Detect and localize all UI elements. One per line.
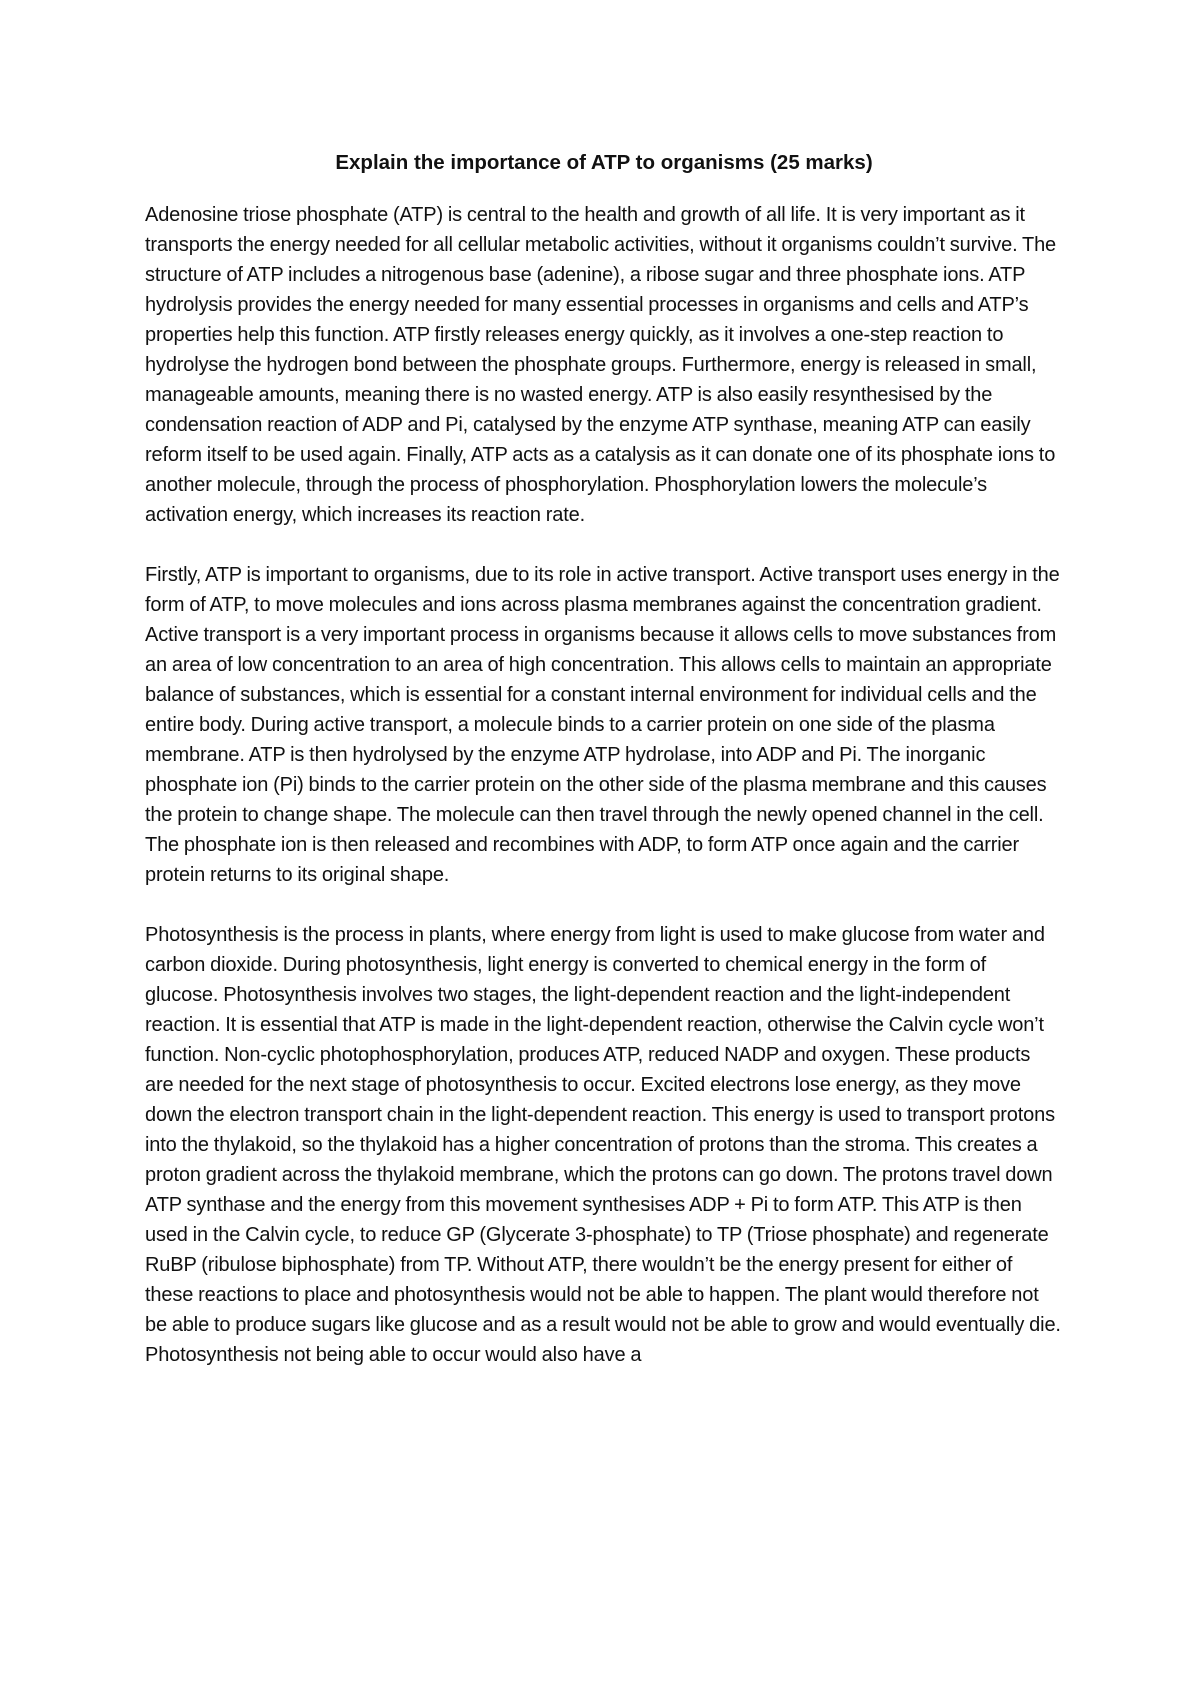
document-title: Explain the importance of ATP to organisms (25 marks) — [335, 151, 873, 174]
paragraph-active-transport: Firstly, ATP is important to organisms, due to its role in active transport. Active transport uses energy in the form of ATP, to move molecules and ions across plasma membranes against the concentration gradient. Active transport is a very important process in organisms because it allows cells to move substances from an area of low concentration to an area of high concentration. This allows cells to maintain an appropriate balance of substances, which is essential for a constant internal environment for individual cells and the entire body. During active transport, a molecule binds to a carrier protein on one side of the plasma membrane. ATP is then hydrolysed by the enzyme ATP hydrolase, into ADP and Pi. The inorganic phosphate ion (Pi) binds to the carrier protein on the other side of the plasma membrane and this causes the protein to change shape. The molecule can then travel through the newly opened channel in the cell. The phosphate ion is then released and recombines with ADP, to form ATP once again and the carrier protein returns to its original shape. — [145, 564, 1060, 886]
paragraph-introduction: Adenosine triose phosphate (ATP) is central to the health and growth of all life. It is very important as it transports the energy needed for all cellular metabolic activities, without it organisms couldn’t survive. The structure of ATP includes a nitrogenous base (adenine), a ribose sugar and three phosphate ions. ATP hydrolysis provides the energy needed for many essential processes in organisms and cells and ATP’s properties help this function. ATP firstly releases energy quickly, as it involves a one-step reaction to hydrolyse the hydrogen bond between the phosphate groups. Furthermore, energy is released in small, manageable amounts, meaning there is no wasted energy. ATP is also easily resynthesised by the condensation reaction of ADP and Pi, catalysed by the enzyme ATP synthase, meaning ATP can easily reform itself to be used again. Finally, ATP acts as a catalysis as it can donate one of its phosphate ions to another molecule, through the process of phosphorylation. Phosphorylation lowers the molecule’s activation energy, which increases its reaction rate. — [145, 204, 1057, 526]
document-body — [145, 148, 1063, 1370]
paragraph-photosynthesis: Photosynthesis is the process in plants, where energy from light is used to make glucose from water and carbon dioxide. During photosynthesis, light energy is converted to chemical energy in the form of glucose. Photosynthesis involves two stages, the light-dependent reaction and the light-independent reaction. It is essential that ATP is made in the light-dependent reaction, otherwise the Calvin cycle won’t function. Non-cyclic photophosphorylation, produces ATP, reduced NADP and oxygen. These products are needed for the next stage of photosynthesis to occur. Excited electrons lose energy, as they move down the electron transport chain in the light-dependent reaction. This energy is used to transport protons into the thylakoid, so the thylakoid has a higher concentration of protons than the stroma. This creates a proton gradient across the thylakoid membrane, which the protons can go down. The protons travel down ATP synthase and the energy from this movement synthesises ADP + Pi to form ATP. This ATP is then used in the Calvin cycle, to reduce GP (Glycerate 3-phosphate) to TP (Triose phosphate) and regenerate RuBP (ribulose biphosphate) from TP. Without ATP, there wouldn’t be the energy present for either of these reactions to place and photosynthesis would not be able to happen. The plant would therefore not be able to produce sugars like glucose and as a result would not be able to grow and would eventually die. Photosynthesis not being able to occur would also have a — [145, 924, 1061, 1366]
